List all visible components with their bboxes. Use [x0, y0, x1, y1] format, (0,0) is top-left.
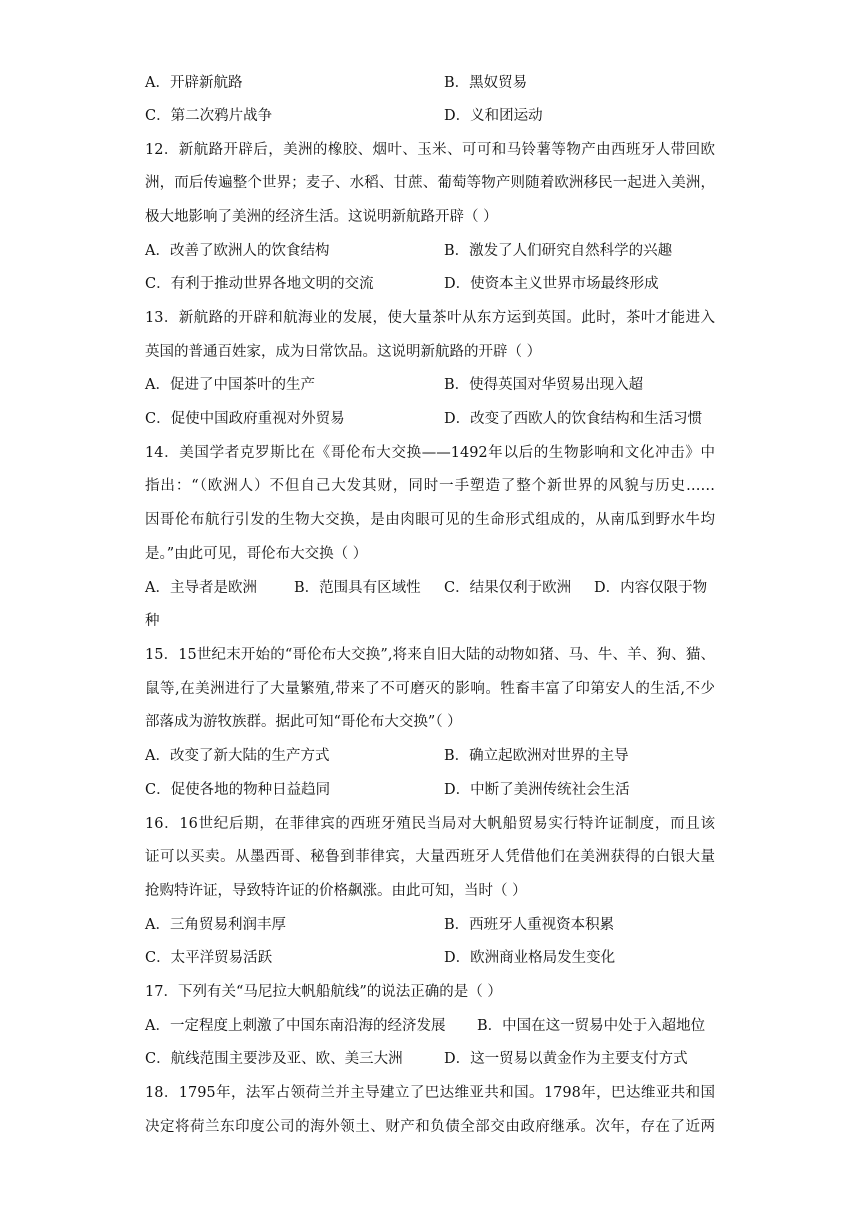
q14-option-d-wrap: 种	[145, 613, 160, 629]
q12-option-c[interactable]: C．有利于推动世界各地文明的交流	[145, 276, 374, 292]
q15-stem-line: 鼠等,在美洲进行了大量繁殖,带来了不可磨灭的影响。牲畜丰富了印第安人的生活,不少	[145, 681, 715, 697]
q17-option-c[interactable]: C．航线范围主要涉及亚、欧、美三大洲	[145, 1051, 403, 1067]
q15-stem-line: 部落成为游牧族群。据此可知“哥伦布大交换”（ ）	[145, 714, 462, 730]
q12-option-d[interactable]: D．使资本主义世界市场最终形成	[444, 276, 659, 292]
q17-option-b[interactable]: B．中国在这一贸易中处于入超地位	[477, 1018, 706, 1034]
q15-option-b[interactable]: B．确立起欧洲对世界的主导	[444, 748, 629, 764]
q13-option-c[interactable]: C．促使中国政府重视对外贸易	[145, 411, 345, 427]
q13-option-b[interactable]: B．使得英国对华贸易出现入超	[444, 377, 644, 393]
q15-option-a[interactable]: A．改变了新大陆的生产方式	[145, 748, 330, 764]
q11-option-d[interactable]: D．义和团运动	[444, 108, 543, 124]
q11-option-a[interactable]: A．开辟新航路	[145, 75, 243, 91]
q14-option-a[interactable]: A．主导者是欧洲	[145, 580, 257, 596]
q14-stem-line: 指出：“（欧洲人）不但自己大发其财，同时一手塑造了整个新世界的风貌与历史……	[145, 478, 715, 494]
q13-stem-line: 英国的普通百姓家，成为日常饮品。这说明新航路的开辟（ ）	[145, 344, 542, 360]
q18-stem-line: 18．1795年，法军占领荷兰并主导建立了巴达维亚共和国。1798年，巴达维亚共和国	[145, 1085, 715, 1101]
q16-stem-line: 证可以买卖。从墨西哥、秘鲁到菲律宾，大量西班牙人凭借他们在美洲获得的白银大量	[145, 849, 715, 865]
q12-option-b[interactable]: B．激发了人们研究自然科学的兴趣	[444, 243, 673, 259]
q17-stem-line: 17．下列有关“马尼拉大帆船航线”的说法正确的是（ ）	[145, 984, 502, 1000]
q16-option-c[interactable]: C．太平洋贸易活跃	[145, 950, 273, 966]
q13-stem-line: 13．新航路的开辟和航海业的发展，使大量茶叶从东方运到英国。此时，茶叶才能进入	[145, 310, 715, 326]
q12-option-a[interactable]: A．改善了欧洲人的饮食结构	[145, 243, 330, 259]
q15-option-c[interactable]: C．促使各地的物种日益趋同	[145, 782, 331, 798]
q14-option-d[interactable]: D．内容仅限于物	[594, 580, 708, 596]
q11-option-b[interactable]: B．黑奴贸易	[444, 75, 528, 91]
q17-option-a[interactable]: A．一定程度上刺激了中国东南沿海的经济发展	[145, 1018, 446, 1034]
q16-stem-line: 16．16世纪后期，在菲律宾的西班牙殖民当局对大帆船贸易实行特许证制度，而且该	[145, 816, 715, 832]
q18-stem-line: 决定将荷兰东印度公司的海外领土、财产和负债全部交由政府继承。次年，存在了近两	[145, 1119, 715, 1135]
q13-option-a[interactable]: A．促进了中国茶叶的生产	[145, 377, 315, 393]
q14-option-b[interactable]: B．范围具有区域性	[294, 580, 421, 596]
q16-stem-line: 抢购特许证，导致特许证的价格飙涨。由此可知，当时（ ）	[145, 883, 527, 899]
q14-option-c[interactable]: C．结果仅利于欧洲	[444, 580, 572, 596]
q14-stem-line: 因哥伦布航行引发的生物大交换，是由肉眼可见的生命形式组成的，从南瓜到野水牛均	[145, 512, 715, 528]
q12-stem-line: 12．新航路开辟后，美洲的橡胶、烟叶、玉米、可可和马铃薯等物产由西班牙人带回欧	[145, 142, 715, 158]
q14-stem-line: 是。”由此可见，哥伦布大交换（ ）	[145, 546, 368, 562]
q11-option-c[interactable]: C．第二次鸦片战争	[145, 108, 273, 124]
q12-stem-line: 洲，而后传遍整个世界；麦子、水稻、甘蔗、葡萄等物产则随着欧洲移民一起进入美洲，	[145, 175, 715, 191]
q16-option-b[interactable]: B．西班牙人重视资本积累	[444, 917, 615, 933]
q15-stem-line: 15．15世纪末开始的“哥伦布大交换”,将来自旧大陆的动物如猪、马、牛、羊、狗、猫、	[145, 647, 715, 663]
q17-option-d[interactable]: D．这一贸易以黄金作为主要支付方式	[444, 1051, 688, 1067]
q14-stem-line: 14．美国学者克罗斯比在《哥伦布大交换——1492年以后的生物影响和文化冲击》中	[145, 445, 715, 461]
q16-option-a[interactable]: A．三角贸易利润丰厚	[145, 917, 286, 933]
q16-option-d[interactable]: D．欧洲商业格局发生变化	[444, 950, 616, 966]
q12-stem-line: 极大地影响了美洲的经济生活。这说明新航路开辟（ ）	[145, 209, 498, 225]
q13-option-d[interactable]: D．改变了西欧人的饮食结构和生活习惯	[444, 411, 703, 427]
q15-option-d[interactable]: D．中断了美洲传统社会生活	[444, 782, 630, 798]
